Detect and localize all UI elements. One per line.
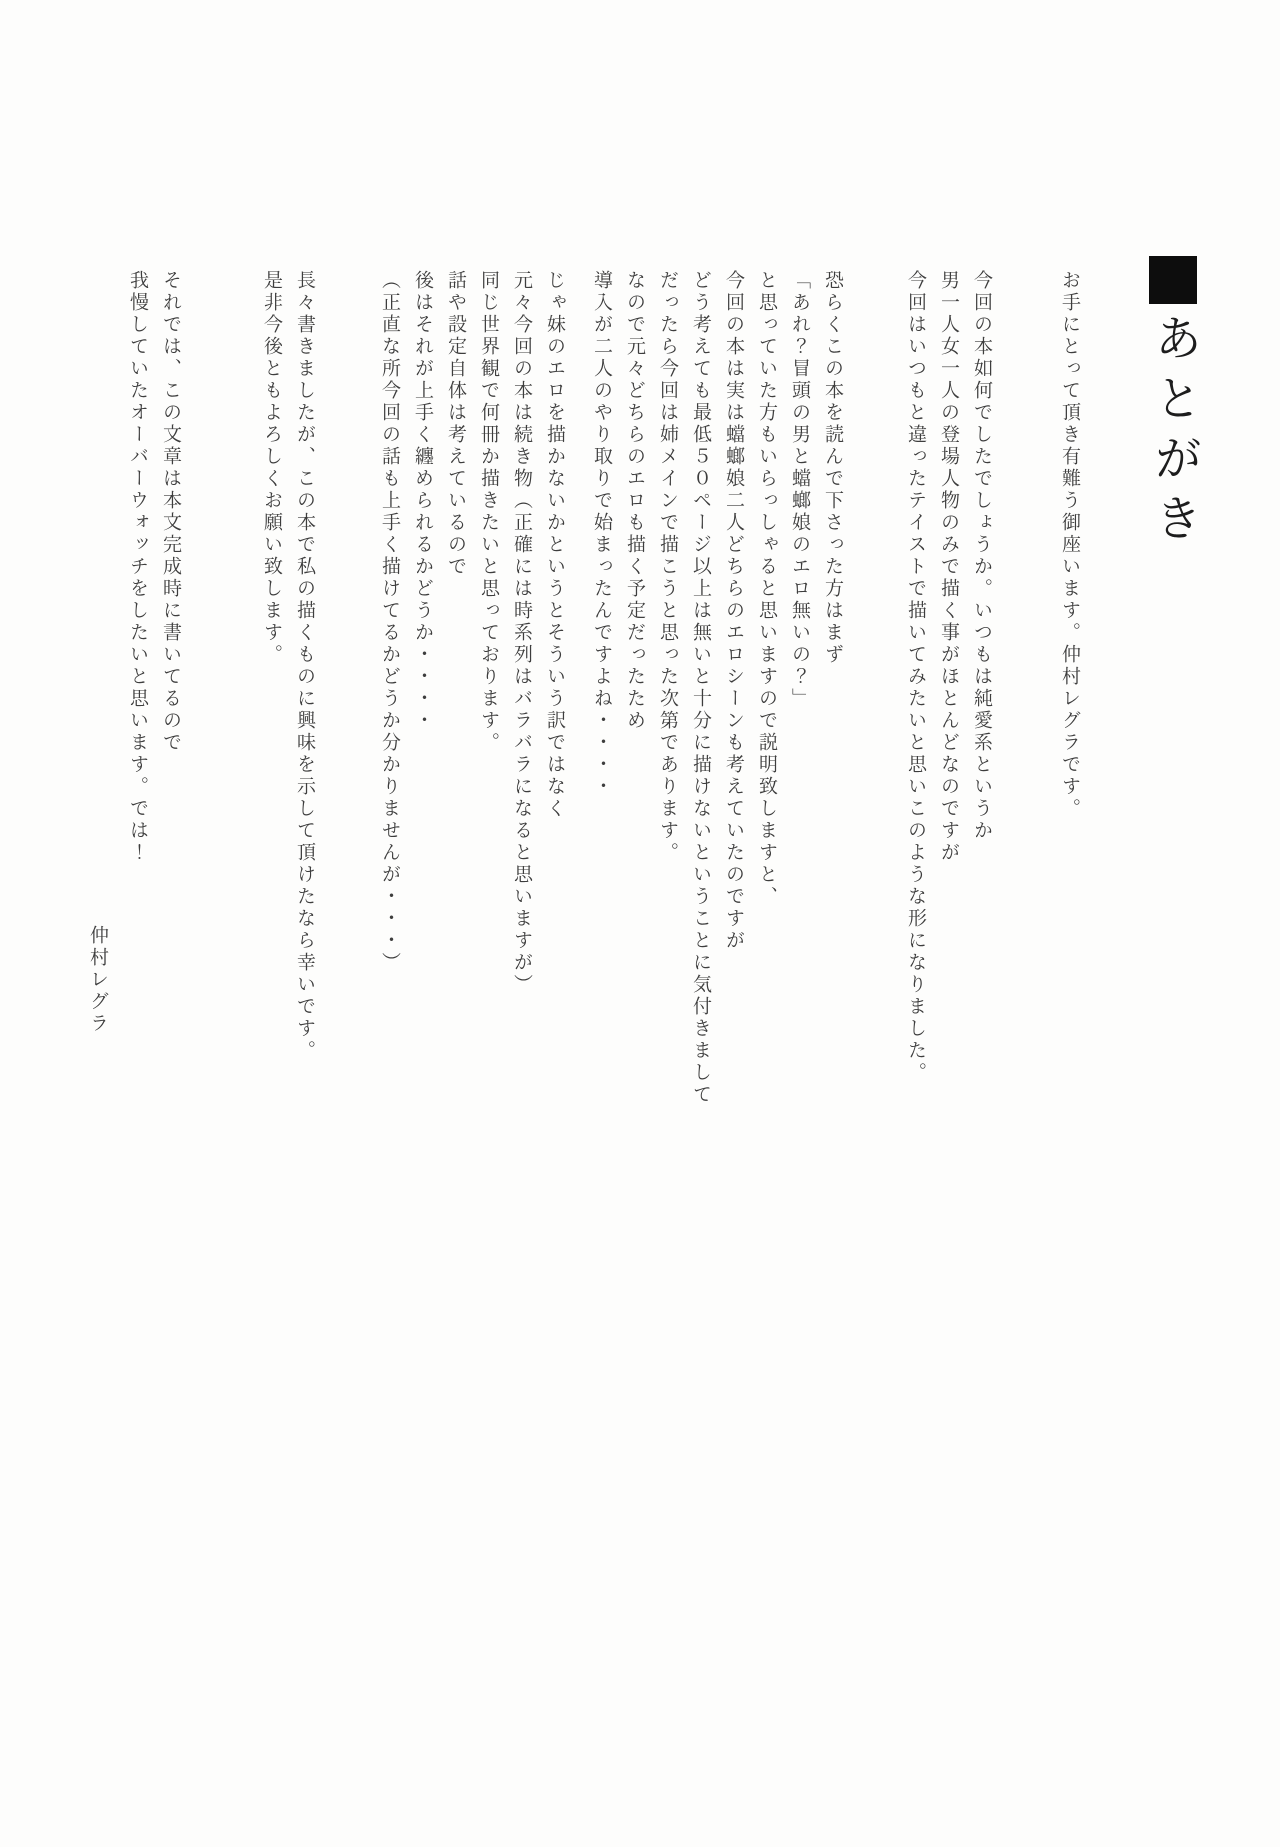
- text-line: 「あれ？冒頭の男と蟷螂娘のエロ無いの？」: [789, 270, 810, 710]
- text-line: どう考えても最低５０ページ以上は無いと十分に描けないということに気付きまして: [690, 270, 711, 1106]
- text-line: 恐らくこの本を読んで下さった方はまず: [822, 270, 843, 666]
- text-line: お手にとって頂き有難う御座います。仲村レグラです。: [1059, 270, 1080, 820]
- text-line: 同じ世界観で何冊か描きたいと思っております。: [478, 270, 499, 754]
- text-line: 今回の本は実は蟷螂娘二人どちらのエロシーンも考えていたのですが: [723, 270, 744, 952]
- text-line: じゃ妹のエロを描かないかというとそういう訳ではなく: [544, 270, 565, 820]
- text-line: と思っていた方もいらっしゃると思いますので説明致しますと、: [756, 270, 777, 908]
- text-line: だったら今回は姉メインで描こうと思った次第であります。: [657, 270, 678, 864]
- paragraph-thanks: [255, 256, 321, 1516]
- paragraph-explanation: [585, 256, 849, 1516]
- text-line: 元々今回の本は続き物（正確には時系列はバラバラになると思いますが）: [511, 270, 532, 996]
- text-line: 導入が二人のやり取りで始まったんですよね・・・・: [591, 270, 612, 798]
- text-line: なので元々どちらのエロも描く予定だったため: [624, 270, 645, 732]
- paragraph-series-plans: [373, 256, 571, 1516]
- author-signature: 仲村レグラ: [87, 925, 108, 1035]
- text-line: 話や設定自体は考えているので: [445, 270, 466, 578]
- afterword-content: [81, 256, 1202, 1516]
- text-line: 男一人女一人の登場人物のみで描く事がほとんどなのですが: [938, 270, 959, 864]
- text-line: 今回の本如何でしたでしょうか。いつもは純愛系というか: [971, 270, 992, 842]
- text-line: それでは、この文章は本文完成時に書いてるので: [160, 270, 181, 754]
- paragraph-closing: [121, 256, 187, 1516]
- signature-block: [81, 256, 114, 1516]
- paragraph-intro: [899, 256, 998, 1516]
- text-line: 今回はいつもと違ったテイストで描いてみたいと思いこのような形になりました。: [905, 270, 926, 1084]
- text-line: 後はそれが上手く纏められるかどうか・・・・: [412, 270, 433, 732]
- text-line: 我慢していたオーバーウォッチをしたいと思います。では！: [127, 270, 148, 864]
- black-square-icon: [1149, 256, 1197, 304]
- page-title: [1144, 256, 1202, 1516]
- text-line: 長々書きましたが、この本で私の描くものに興味を示して頂けたなら幸いです。: [294, 270, 315, 1062]
- page-title-text: あとがき: [1147, 313, 1200, 553]
- text-line: （正直な所今回の話も上手く描けてるかどうか分かりませんが・・・）: [379, 270, 400, 974]
- paragraph-greeting: [1053, 256, 1086, 1516]
- text-line: 是非今後ともよろしくお願い致します。: [261, 270, 282, 666]
